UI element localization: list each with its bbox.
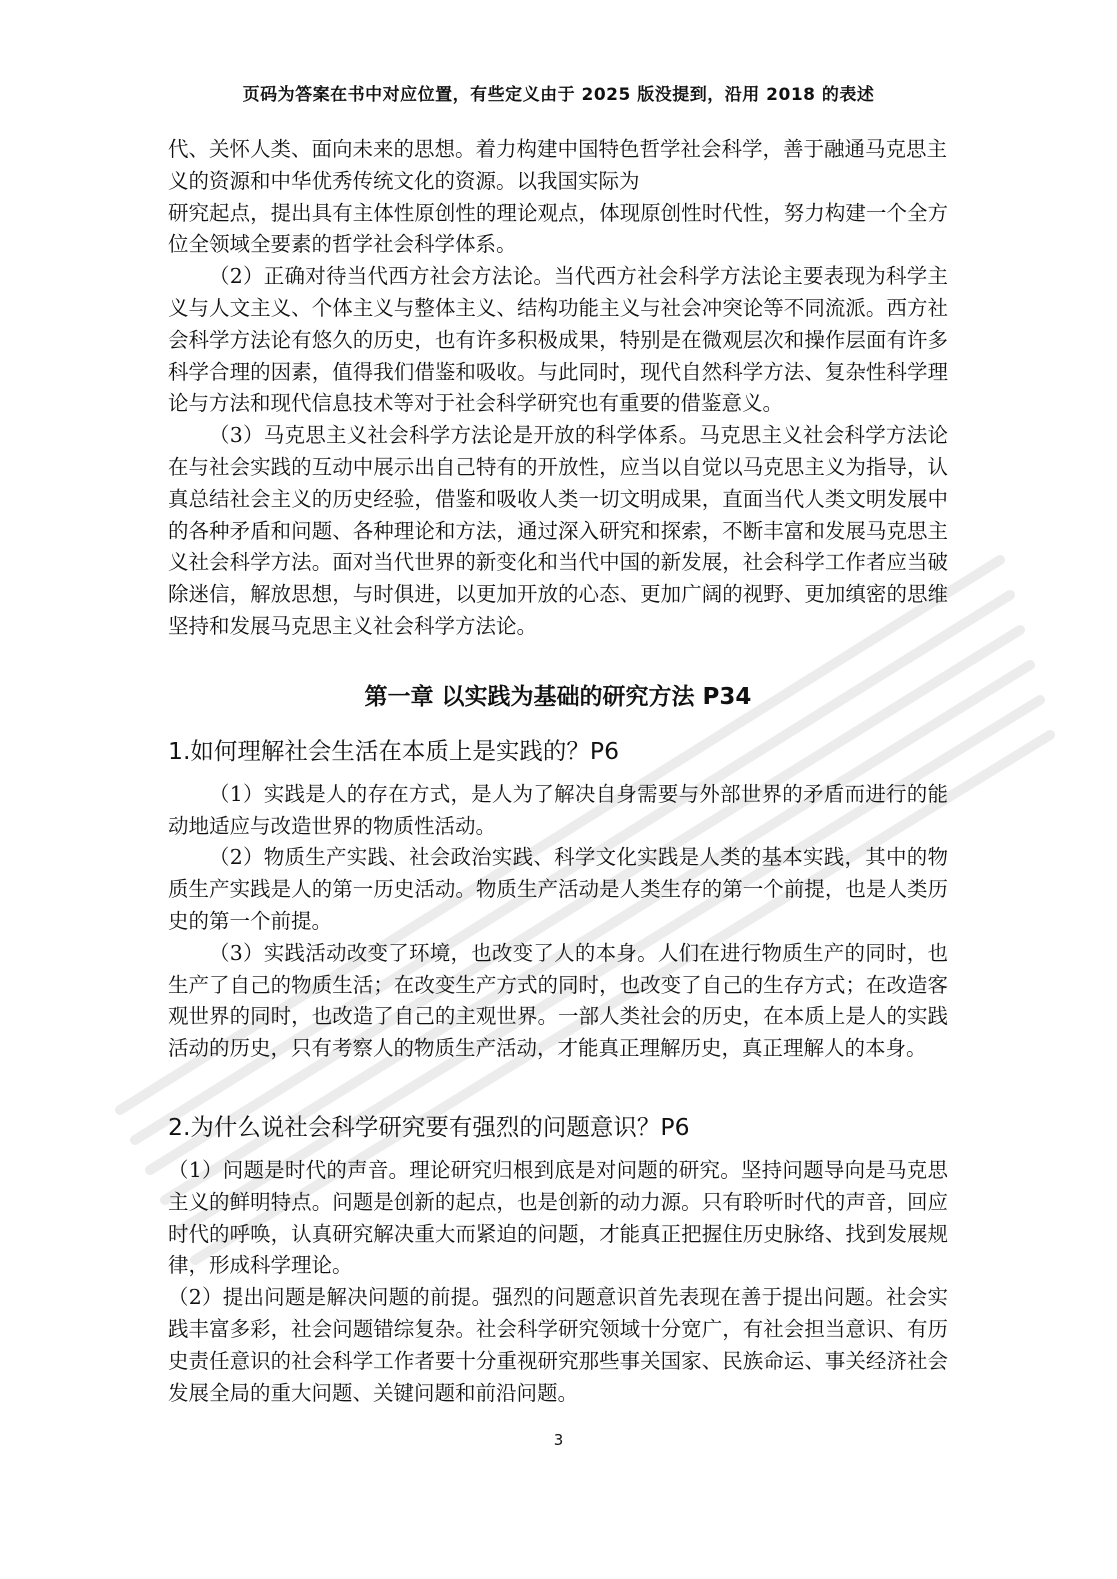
question-1-paragraph: （1）实践是人的存在方式，是人为了解决自身需要与外部世界的矛盾而进行的能动地适应与改造世界的物质性活动。 [168,781,948,838]
intro-paragraph: （3）马克思主义社会科学方法论是开放的科学体系。马克思主义社会科学方法论在与社会实践的互动中展示出自己特有的开放性，应当以自觉以马克思主义为指导，认真总结社会主义的历史经验，借鉴和吸收人类一切文明成果，直面当代人类文明发展中的各种矛盾和问题、各种理论和方法，通过深入研究和探索，不断丰富和发展马克思主义社会科学方法。面对当代世界的新变化和当代中国的新发展，社会科学工作者应当破除迷信，解放思想，与时俱进，以更加开放的心态、更加广阔的视野、更加缜密的思维坚持和发展马克思主义社会科学方法论。 [168,423,948,638]
intro-paragraph: 研究起点，提出具有主体性原创性的理论观点，体现原创性时代性，努力构建一个全方位全领域全要素的哲学社会科学体系。 [168,200,948,257]
question-1-paragraph: （3）实践活动改变了环境，也改变了人的本身。人们在进行物质生产的同时，也生产了自己的物质生活；在改变生产方式的同时，也改变了自己的生存方式；在改造客观世界的同时，也改造了自己的主观世界。一部人类社会的历史，在本质上是人的实践活动的历史，只有考察人的物质生产活动，才能真正理解历史，真正理解人的本身。 [168,940,948,1061]
intro-paragraph: （2）正确对待当代西方社会方法论。当代西方社会科学方法论主要表现为科学主义与人文主义、个体主义与整体主义、结构功能主义与社会冲突论等不同流派。西方社会科学方法论有悠久的历史，也有许多积极成果，特别是在微观层次和操作层面有许多科学合理的因素，值得我们借鉴和吸收。与此同时，现代自然科学方法、复杂性科学理论与方法和现代信息技术等对于社会科学研究也有重要的借鉴意义。 [168,264,948,416]
question-2-paragraph: （1）问题是时代的声音。理论研究归根到底是对问题的研究。坚持问题导向是马克思主义的鲜明特点。问题是创新的起点，也是创新的动力源。只有聆听时代的声音，回应时代的呼唤，认真研究解决重大而紧迫的问题，才能真正把握住历史脉络、找到发展规律，形成科学理论。 [168,1157,948,1278]
question-1-paragraph: （2）物质生产实践、社会政治实践、科学文化实践是人类的基本实践，其中的物质生产实践是人的第一历史活动。物质生产活动是人类生存的第一个前提，也是人类历史的第一个前提。 [168,845,948,933]
chapter-title: 第一章 以实践为基础的研究方法 P34 [364,683,752,710]
question-2-title: 2.为什么说社会科学研究要有强烈的问题意识？P6 [168,1112,690,1141]
page-number: 3 [553,1431,564,1449]
intro-paragraph: 代、关怀人类、面向未来的思想。着力构建中国特色哲学社会科学，善于融通马克思主义的资源和中华优秀传统文化的资源。以我国实际为 [168,137,947,193]
document-body [168,134,948,1409]
page-header: 页码为答案在书中对应位置，有些定义由于 2025 版没提到，沿用 2018 的表述 [242,85,875,105]
question-1-title: 1.如何理解社会生活在本质上是实践的？P6 [168,736,620,765]
question-2-paragraph: （2）提出问题是解决问题的前提。强烈的问题意识首先表现在善于提出问题。社会实践丰富多彩，社会问题错综复杂。社会科学研究领域十分宽广，有社会担当意识、有历史责任意识的社会科学工作者要十分重视研究那些事关国家、民族命运、事关经济社会发展全局的重大问题、关键问题和前沿问题。 [168,1285,948,1405]
